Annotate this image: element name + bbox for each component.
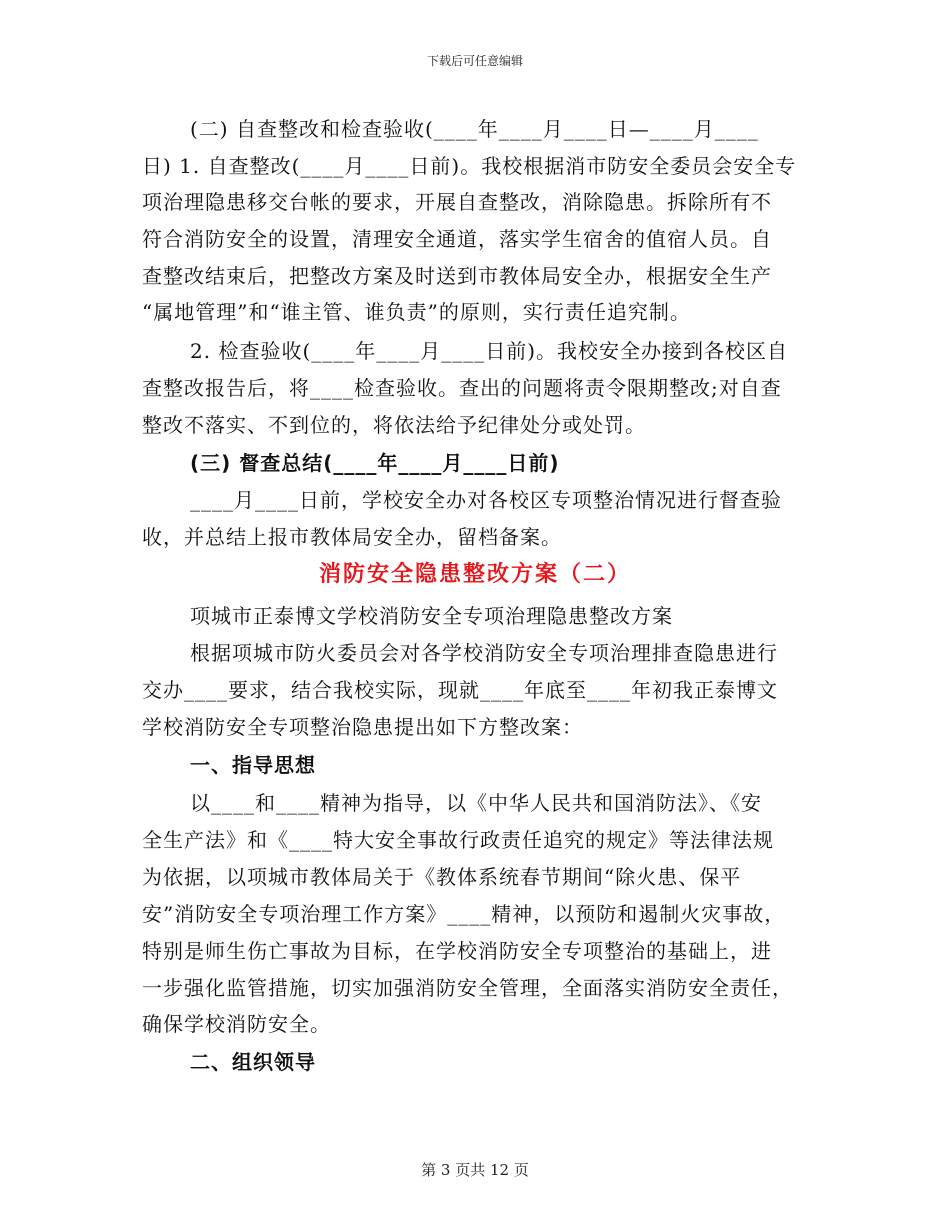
paragraph-line: 一步强化监管措施，切实加强消防安全管理，全面落实消防安全责任， [142,976,793,1000]
paragraph-line: 安”消防安全专项治理工作方案》____精神，以预防和遏制火灾事故， [142,902,786,926]
paragraph-line: 根据项城市防火委员会对各学校消防安全专项治理排查隐患进行 [190,641,778,665]
paragraph-line: 学校消防安全专项整治隐患提出如下方整改案： [142,715,583,739]
paragraph-line: 为依据，以项城市教体局关于《教体系统春节期间“除火患、保平 [142,865,742,889]
section-heading-organization: 二、组织领导 [190,1050,316,1074]
subtitle: 项城市正泰博文学校消防安全专项治理隐患整改方案 [190,604,673,628]
section-heading-self-check: (二) 自查整改和检查验收(____年____月____日—____月____ [190,117,759,141]
paragraph-line: ____月____日前，学校安全办对各校区专项整治情况进行督查验 [190,488,782,512]
section-heading-guiding-ideology: 一、指导思想 [190,753,316,777]
paragraph-line: 收，并总结上报市教体局安全办，留档备案。 [142,525,562,549]
section-heading-supervision: (三) 督查总结(____年____月____日前) [190,451,560,475]
paragraph-line: 查整改报告后，将____检查验收。查出的问题将责令限期整改;对自查 [142,376,782,400]
document-title: 消防安全隐患整改方案（二） [318,562,631,587]
paragraph-line: 特别是师生伤亡事故为目标，在学校消防安全专项整治的基础上，进 [142,939,772,963]
paragraph-line: 查整改结束后，把整改方案及时送到市教体局安全办，根据安全生产 [142,264,772,288]
paragraph-line: 日) 1. 自查整改(____月____日前)。我校根据消市防安全委员会安全专 [142,154,797,178]
page-header: 下载后可任意编辑 [426,54,523,68]
paragraph-line: 项治理隐患移交台帐的要求，开展自查整改，消除隐患。拆除所有不 [142,190,772,214]
paragraph-line: 交办____要求，结合我校实际，现就____年底至____年初我正泰博文 [142,678,778,702]
page-footer: 第 3 页共 12 页 [421,1161,529,1179]
paragraph-line: 确保学校消防安全。 [142,1012,331,1036]
paragraph-line: 整改不落实、不到位的，将依法给予纪律处分或处罚。 [142,413,646,437]
paragraph-line: 以____和____精神为指导，以《中华人民共和国消防法》、《安 [190,791,762,815]
paragraph-line: “属地管理”和“谁主管、谁负责”的原则，实行责任追究制。 [142,300,691,324]
paragraph-line: 2. 检查验收(____年____月____日前)。我校安全办接到各校区自 [190,339,789,363]
paragraph-line: 符合消防安全的设置，清理安全通道，落实学生宿舍的值宿人员。自 [142,227,772,251]
paragraph-line: 全生产法》和《____特大安全事故行政责任追究的规定》等法律法规 [142,828,774,852]
